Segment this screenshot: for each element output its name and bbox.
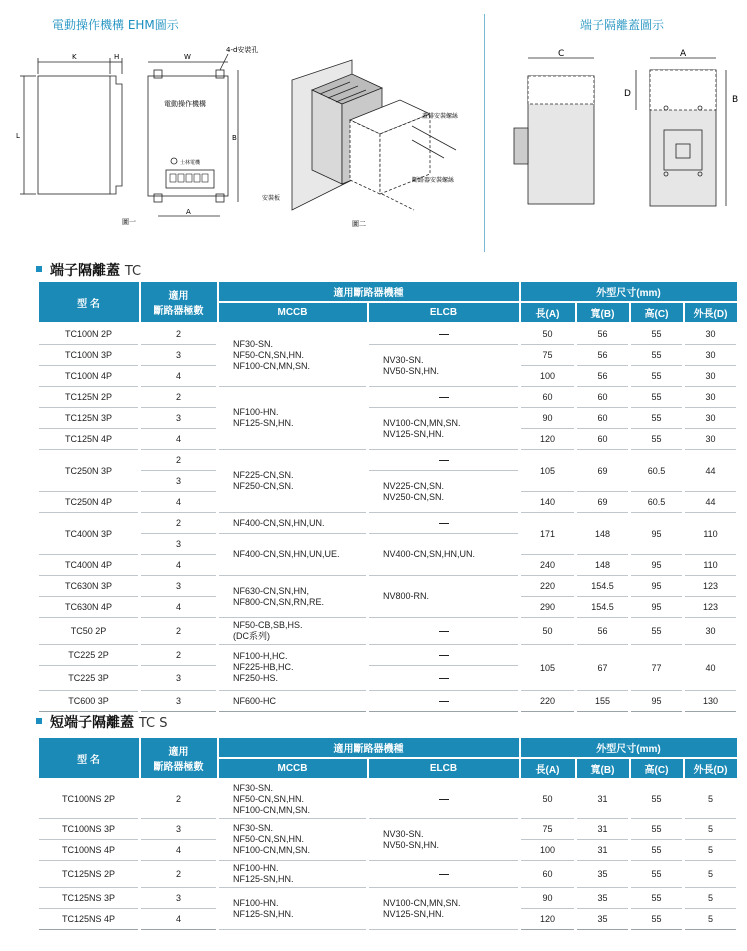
table-cell: 240: [520, 555, 576, 576]
dash-mark: [439, 701, 449, 702]
table-cell: 4: [140, 429, 218, 450]
table-cell: [368, 691, 520, 712]
table-cell: 50: [520, 323, 576, 345]
col-a: 長(A): [520, 302, 576, 323]
breaker-screw-label: 斷路器安裝螺絲: [412, 177, 455, 184]
table-cell: NF400-CN,SN,HN,UN.: [218, 513, 368, 534]
table-cell: 123: [684, 576, 738, 597]
table-cell: 30: [684, 366, 738, 387]
table-cell: 2: [140, 323, 218, 345]
table-cell: TC600 3P: [38, 691, 140, 712]
table-cell: 50: [520, 779, 576, 819]
table-cell: 2: [140, 450, 218, 471]
table-cell: 30: [684, 429, 738, 450]
table-cell: 3: [140, 691, 218, 712]
table-cell: 60: [520, 387, 576, 408]
dim-b-label: B: [232, 134, 237, 142]
table-cell: TC125N 4P: [38, 429, 140, 450]
table-cell: 30: [684, 323, 738, 345]
table-cell: 105: [520, 450, 576, 492]
col-elcb: ELCB: [368, 302, 520, 323]
table-cell: 154.5: [576, 597, 630, 618]
table-cell: 30: [684, 618, 738, 645]
table-cell: 3: [140, 345, 218, 366]
table-cell: NV800-RN.: [368, 576, 520, 618]
table-cell: 55: [630, 429, 684, 450]
table-cell: 55: [630, 323, 684, 345]
table-cell: TC250N 4P: [38, 492, 140, 513]
dash-mark: [439, 397, 449, 398]
table-cell: 55: [630, 408, 684, 429]
table-cell: TC125NS 4P: [38, 909, 140, 930]
table-cell: 5: [684, 840, 738, 861]
table-cell: 100: [520, 840, 576, 861]
table-cell: 3: [140, 408, 218, 429]
table-cell: 55: [630, 888, 684, 909]
table-cell: 148: [576, 555, 630, 576]
table-cell: TC100NS 2P: [38, 779, 140, 819]
col-applicable-breaker: 適用斷路器機種: [218, 738, 520, 758]
table-cell: 60: [576, 429, 630, 450]
table-row: [38, 819, 738, 840]
table-cell: NV400-CN,SN,HN,UN.: [368, 534, 520, 576]
table-cell: TC125N 3P: [38, 408, 140, 429]
table-cell: 5: [684, 909, 738, 930]
table-cell: NF225-CN,SN. NF250-CN,SN.: [218, 450, 368, 513]
table-cell: 95: [630, 691, 684, 712]
dash-mark: [439, 799, 449, 800]
table-cell: 2: [140, 861, 218, 888]
table-cell: TC630N 3P: [38, 576, 140, 597]
table-cell: 55: [630, 840, 684, 861]
table-cell: 140: [520, 492, 576, 513]
col-model: 型 名: [38, 738, 140, 779]
table-cell: 31: [576, 779, 630, 819]
table-cell: 3: [140, 888, 218, 909]
col-dimensions: 外型尺寸(mm): [520, 282, 738, 302]
table-cell: NF50-CB,SB,HS. (DC系列): [218, 618, 368, 645]
table-cell: TC630N 4P: [38, 597, 140, 618]
table-cell: 110: [684, 513, 738, 555]
dash-mark: [439, 874, 449, 875]
table-cell: 95: [630, 513, 684, 555]
table-cell: TC125NS 2P: [38, 861, 140, 888]
table-cell: 30: [684, 387, 738, 408]
table-cell: 56: [576, 323, 630, 345]
table-cell: 4: [140, 366, 218, 387]
table-cell: 154.5: [576, 576, 630, 597]
table-cell: 120: [520, 429, 576, 450]
table-cell: [368, 513, 520, 534]
table-cell: 44: [684, 450, 738, 492]
table-cell: 4: [140, 840, 218, 861]
table-cell: NV100-CN,MN,SN. NV125-SN,HN.: [368, 408, 520, 450]
table-cell: 130: [684, 691, 738, 712]
table-row: [38, 387, 738, 408]
table-row: [38, 888, 738, 909]
dash-mark: [439, 523, 449, 524]
col-mccb: MCCB: [218, 302, 368, 323]
col-poles: 適用 斷路器極數: [140, 738, 218, 779]
table-cell: [368, 618, 520, 645]
table-row: [38, 450, 738, 471]
dash-mark: [439, 631, 449, 632]
table-cell: [368, 645, 520, 666]
table-cell: [368, 666, 520, 691]
table-row: [38, 345, 738, 366]
table-row: [38, 576, 738, 597]
table-cell: 220: [520, 576, 576, 597]
table-row: [38, 513, 738, 534]
table-cell: TC250N 3P: [38, 450, 140, 492]
dim-w-label: W: [184, 53, 191, 61]
table-cell: NV30-SN. NV50-SN,HN.: [368, 819, 520, 861]
table-cell: 2: [140, 779, 218, 819]
col-dimensions: 外型尺寸(mm): [520, 738, 738, 758]
table-cell: 35: [576, 888, 630, 909]
table-cell: [368, 450, 520, 471]
dash-mark: [439, 460, 449, 461]
table-cell: TC100N 2P: [38, 323, 140, 345]
table-cell: [368, 779, 520, 819]
hole-note: 4-d安裝孔: [226, 46, 259, 54]
dim-a-label-2: A: [680, 49, 687, 59]
table-cell: 55: [630, 779, 684, 819]
table-cell: NF100-HN. NF125-SN,HN.: [218, 861, 368, 888]
table-cell: 44: [684, 492, 738, 513]
tc-spec-table: [36, 282, 739, 712]
dim-l-label: L: [16, 132, 20, 140]
table-cell: 2: [140, 513, 218, 534]
section-divider: [484, 14, 485, 252]
dim-k-label: K: [72, 53, 77, 61]
table-cell: 60.5: [630, 492, 684, 513]
table-cell: NF30-SN. NF50-CN,SN,HN. NF100-CN,MN,SN.: [218, 779, 368, 819]
table-cell: 2: [140, 387, 218, 408]
col-elcb: ELCB: [368, 758, 520, 779]
table-cell: NF30-SN. NF50-CN,SN,HN. NF100-CN,MN,SN.: [218, 819, 368, 861]
table-cell: 55: [630, 909, 684, 930]
table-cell: 56: [576, 345, 630, 366]
cover-screw-label: 蓋排安裝螺絲: [422, 113, 459, 120]
table-cell: NF400-CN,SN,HN,UN,UE.: [218, 534, 368, 576]
terminal-cover-drawing-title: 端子隔離蓋圖示: [580, 18, 665, 32]
table-cell: 105: [520, 645, 576, 691]
table-row: [38, 691, 738, 712]
table-cell: 290: [520, 597, 576, 618]
table-row: [38, 645, 738, 666]
bullet-square-icon: [36, 718, 42, 724]
table-cell: 155: [576, 691, 630, 712]
table-cell: 55: [630, 366, 684, 387]
table-cell: NF100-HN. NF125-SN,HN.: [218, 387, 368, 450]
dim-b-label-2: B: [732, 95, 739, 105]
figure-1-label: 圖一: [122, 218, 136, 226]
table-cell: 60.5: [630, 450, 684, 492]
table-cell: 55: [630, 819, 684, 840]
col-model: 型 名: [38, 282, 140, 323]
col-c: 高(C): [630, 302, 684, 323]
table-cell: 60: [576, 408, 630, 429]
ehm-dimension-drawing: [14, 40, 259, 230]
table-cell: 3: [140, 576, 218, 597]
table-cell: NF600-HC: [218, 691, 368, 712]
table-cell: TC100NS 4P: [38, 840, 140, 861]
table-cell: 77: [630, 645, 684, 691]
dash-mark: [439, 334, 449, 335]
table-cell: TC125N 2P: [38, 387, 140, 408]
table-cell: 5: [684, 779, 738, 819]
tcs-section-title: 短端子隔離蓋 TC S: [36, 712, 168, 732]
table-cell: TC100N 3P: [38, 345, 140, 366]
table-cell: NV30-SN. NV50-SN,HN.: [368, 345, 520, 387]
tcs-spec-table: [36, 738, 739, 930]
figure-2-label: 圖二: [352, 220, 366, 228]
device-label: 電動操作機構: [164, 100, 206, 108]
terminal-cover-install-drawing: [262, 60, 472, 232]
col-b: 寬(B): [576, 758, 630, 779]
dash-mark: [439, 678, 449, 679]
table-cell: 171: [520, 513, 576, 555]
table-cell: 90: [520, 888, 576, 909]
table-cell: 95: [630, 576, 684, 597]
table-cell: NF630-CN,SN,HN, NF800-CN,SN,RN,RE.: [218, 576, 368, 618]
table-cell: 31: [576, 819, 630, 840]
table-cell: 148: [576, 513, 630, 555]
table-cell: 3: [140, 819, 218, 840]
col-b: 寬(B): [576, 302, 630, 323]
table-cell: 56: [576, 366, 630, 387]
table-cell: NF100-HN. NF125-SN,HN.: [218, 888, 368, 930]
table-row: [38, 779, 738, 819]
dim-a-label: A: [186, 208, 191, 216]
col-mccb: MCCB: [218, 758, 368, 779]
brand-label: 士林電機: [180, 160, 201, 166]
table-cell: 110: [684, 555, 738, 576]
table-cell: 50: [520, 618, 576, 645]
table-cell: [368, 387, 520, 408]
table-cell: 5: [684, 888, 738, 909]
table-cell: 30: [684, 345, 738, 366]
dash-mark: [439, 655, 449, 656]
table-cell: TC100N 4P: [38, 366, 140, 387]
table-cell: 55: [630, 387, 684, 408]
table-cell: 35: [576, 861, 630, 888]
table-cell: 3: [140, 534, 218, 555]
table-row: [38, 323, 738, 345]
col-d: 外長(D): [684, 302, 738, 323]
ehm-drawing-title: 電動操作機構 EHM圖示: [52, 18, 179, 32]
table-cell: 60: [520, 861, 576, 888]
table-cell: 55: [630, 345, 684, 366]
table-cell: 4: [140, 555, 218, 576]
dim-c-label: C: [558, 49, 565, 59]
col-d: 外長(D): [684, 758, 738, 779]
table-cell: 30: [684, 408, 738, 429]
table-cell: 60: [576, 387, 630, 408]
bullet-square-icon: [36, 266, 42, 272]
table-cell: TC225 3P: [38, 666, 140, 691]
table-cell: [368, 861, 520, 888]
table-cell: TC100NS 3P: [38, 819, 140, 840]
table-cell: 123: [684, 597, 738, 618]
table-cell: TC50 2P: [38, 618, 140, 645]
table-cell: 90: [520, 408, 576, 429]
table-cell: 69: [576, 450, 630, 492]
dim-h-label: H: [114, 53, 120, 61]
table-row: [38, 408, 738, 429]
table-cell: NF100-H,HC. NF225-HB,HC. NF250-HS.: [218, 645, 368, 691]
table-cell: NV225-CN,SN. NV250-CN,SN.: [368, 471, 520, 513]
table-cell: 100: [520, 366, 576, 387]
table-cell: 31: [576, 840, 630, 861]
col-c: 高(C): [630, 758, 684, 779]
table-cell: 5: [684, 861, 738, 888]
dim-d-label: D: [624, 89, 631, 99]
table-row: [38, 861, 738, 888]
table-cell: 3: [140, 666, 218, 691]
col-poles: 適用 斷路器極數: [140, 282, 218, 323]
table-cell: 220: [520, 691, 576, 712]
table-cell: TC400N 4P: [38, 555, 140, 576]
table-cell: 95: [630, 555, 684, 576]
table-cell: TC125NS 3P: [38, 888, 140, 909]
table-cell: TC225 2P: [38, 645, 140, 666]
col-a: 長(A): [520, 758, 576, 779]
table-cell: 75: [520, 345, 576, 366]
table-cell: NV100-CN,MN,SN. NV125-SN,HN.: [368, 888, 520, 930]
table-cell: 35: [576, 909, 630, 930]
tc-section-title: 端子隔離蓋 TC: [36, 260, 141, 280]
table-cell: NF30-SN. NF50-CN,SN,HN. NF100-CN,MN,SN.: [218, 323, 368, 387]
table-cell: TC400N 3P: [38, 513, 140, 555]
table-cell: 5: [684, 819, 738, 840]
table-cell: 4: [140, 909, 218, 930]
table-cell: 120: [520, 909, 576, 930]
table-cell: 2: [140, 645, 218, 666]
table-row: [38, 618, 738, 645]
table-cell: 67: [576, 645, 630, 691]
table-cell: 3: [140, 471, 218, 492]
terminal-cover-dimension-drawing: [494, 40, 744, 220]
table-cell: [368, 323, 520, 345]
table-cell: 4: [140, 492, 218, 513]
table-cell: 4: [140, 597, 218, 618]
table-cell: 75: [520, 819, 576, 840]
table-cell: 69: [576, 492, 630, 513]
table-cell: 55: [630, 618, 684, 645]
table-cell: 40: [684, 645, 738, 691]
col-applicable-breaker: 適用斷路器機種: [218, 282, 520, 302]
mount-plate-label: 安裝板: [262, 195, 281, 202]
table-cell: 55: [630, 861, 684, 888]
table-cell: 2: [140, 618, 218, 645]
table-cell: 56: [576, 618, 630, 645]
table-cell: 95: [630, 597, 684, 618]
